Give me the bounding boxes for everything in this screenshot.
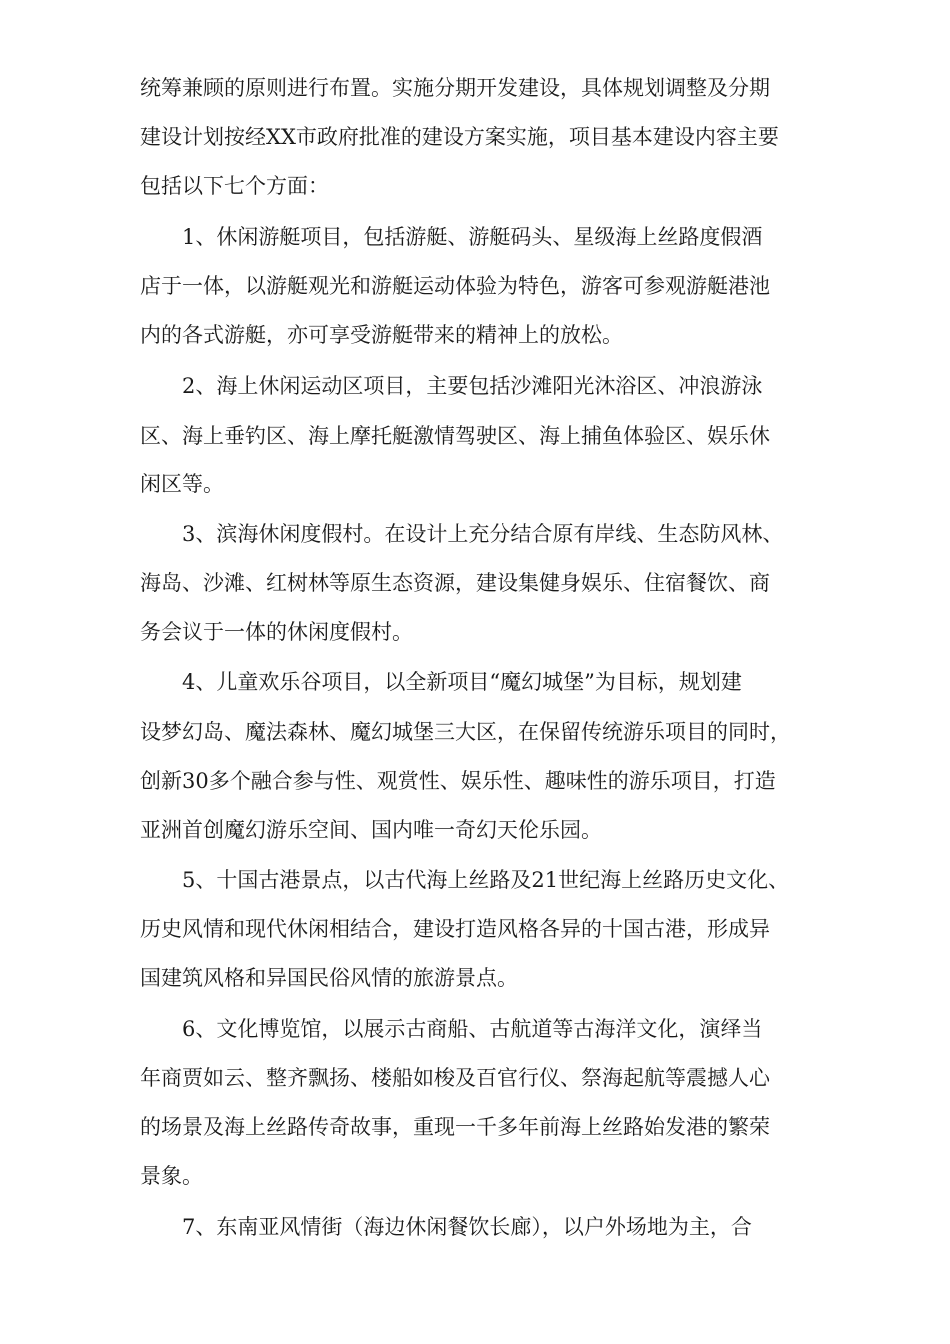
item-6-line: 6、文化博览馆，以展示古商船、古航道等古海洋文化，演绎当 [182, 1017, 763, 1041]
text-line: 内的各式游艇，亦可享受游艇带来的精神上的放松。 [140, 323, 623, 347]
text-line: 区、海上垂钓区、海上摩托艇激情驾驶区、海上捕鱼体验区、娱乐休 [140, 424, 770, 448]
text-line: 包括以下七个方面： [140, 174, 329, 198]
item-5-line: 5、十国古港景点，以古代海上丝路及21世纪海上丝路历史文化、 [182, 868, 790, 892]
text-line: 设梦幻岛、魔法森林、魔幻城堡三大区，在保留传统游乐项目的同时， [140, 720, 791, 744]
text-line: 的场景及海上丝路传奇故事，重现一千多年前海上丝路始发港的繁荣 [140, 1115, 770, 1139]
text-line: 统筹兼顾的原则进行布置。实施分期开发建设，具体规划调整及分期 [140, 76, 770, 100]
text-line: 景象。 [140, 1164, 203, 1188]
text-line: 亚洲首创魔幻游乐空间、国内唯一奇幻天伦乐园。 [140, 818, 602, 842]
item-3-line: 3、滨海休闲度假村。在设计上充分结合原有岸线、生态防风林、 [182, 522, 784, 546]
text-line: 建设计划按经XX市政府批准的建设方案实施，项目基本建设内容主要 [140, 125, 779, 149]
text-line: 店于一体，以游艇观光和游艇运动体验为特色，游客可参观游艇港池 [140, 274, 770, 298]
text-line: 历史风情和现代休闲相结合，建设打造风格各异的十国古港，形成异 [140, 917, 770, 941]
text-line: 年商贾如云、整齐飘扬、楼船如梭及百官行仪、祭海起航等震撼人心 [140, 1066, 770, 1090]
text-line: 闲区等。 [140, 472, 224, 496]
item-1-line: 1、休闲游艇项目，包括游艇、游艇码头、星级海上丝路度假酒 [182, 225, 763, 249]
item-2-line: 2、海上休闲运动区项目，主要包括沙滩阳光沐浴区、冲浪游泳 [182, 374, 763, 398]
item-7-line: 7、东南亚风情街（海边休闲餐饮长廊），以户外场地为主，合 [182, 1215, 752, 1239]
text-line: 国建筑风格和异国民俗风情的旅游景点。 [140, 966, 518, 990]
text-line: 务会议于一体的休闲度假村。 [140, 620, 413, 644]
text-line: 创新30多个融合参与性、观赏性、娱乐性、趣味性的游乐项目，打造 [140, 769, 776, 793]
item-4-line: 4、儿童欢乐谷项目，以全新项目“魔幻城堡”为目标，规划建 [182, 670, 742, 694]
text-line: 海岛、沙滩、红树林等原生态资源，建设集健身娱乐、住宿餐饮、商 [140, 571, 770, 595]
